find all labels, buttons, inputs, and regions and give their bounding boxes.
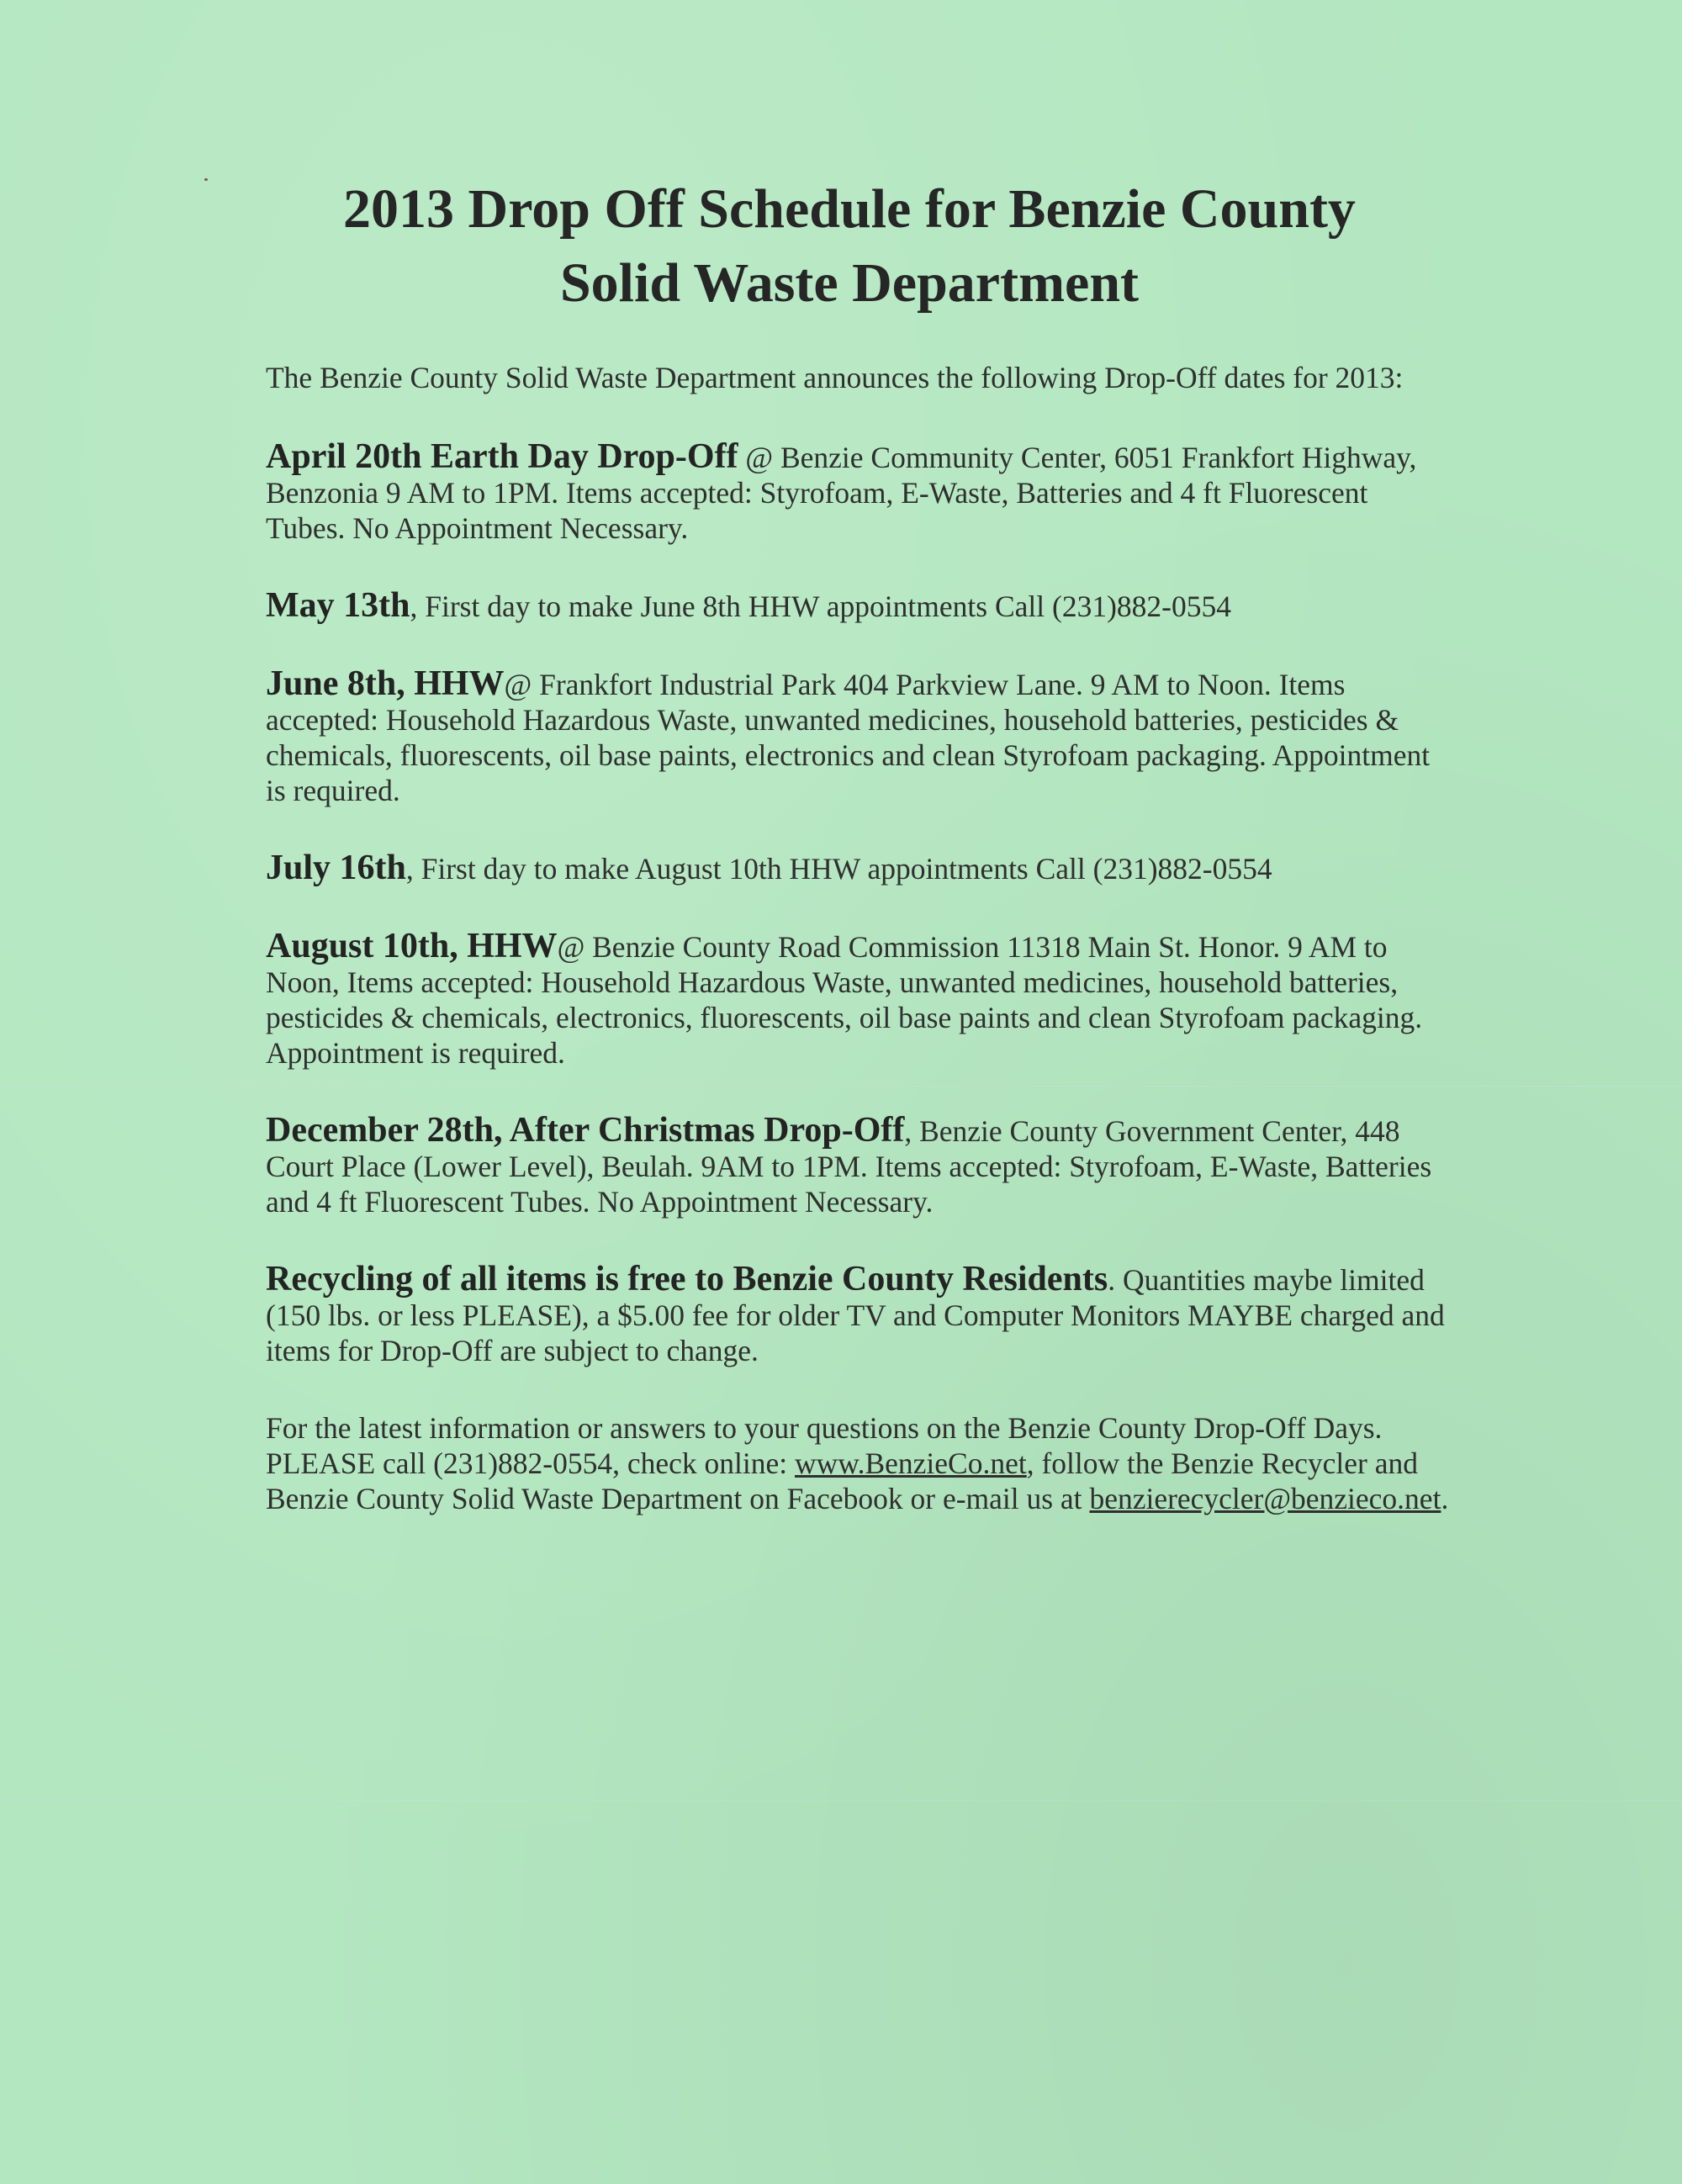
entry-text: , Benzie County Government Center, 448 Court Place (Lower Level), Beulah. 9AM to 1PM. Items accepted: Styrofoam, E-Waste, Batteries and 4 ft Fluorescent Tubes. No Appointment Necessary. [266,1114,1432,1219]
recycling-notice [266,1261,1452,1368]
page-title [168,172,1531,320]
intro-paragraph: The Benzie County Solid Waste Department announces the following Drop-Off dates for 2013: [266,361,1404,394]
entry-heading: July 16th [266,849,406,887]
entry-text: @ Frankfort Industrial Park 404 Parkview Lane. 9 AM to Noon. Items accepted: Household Hazardous Waste, unwanted medicines, household batteries, pesticides & chemicals, fluorescents, oil base paints, electronics and clean Styrofoam packaging. Appointment is required. [266,668,1431,807]
entry-text: @ Benzie County Road Commission 11318 Main St. Honor. 9 AM to Noon, Items accepted: Household Hazardous Waste, unwanted medicines, household batteries, pesticides & chemicals, electronics, fluorescents, oil base paints and clean Styrofoam packaging. Appointment is required. [266,930,1423,1070]
schedule-entry-may [266,588,1452,624]
contact-text: , follow the Benzie Recycler and Benzie County Solid Waste Department on Facebook or e-mail us at [266,1446,1418,1515]
entry-heading: December 28th, After Christmas Drop-Off [266,1111,905,1150]
page-title-line-1: 2013 Drop Off Schedule for Benzie County [343,178,1356,240]
entry-text: @ Benzie Community Center, 6051 Frankfort Highway, Benzonia 9 AM to 1PM. Items accepted: Styrofoam, E-Waste, Batteries and 4 ft Fluorescent Tubes. No Appointment Necessary. [266,441,1417,545]
schedule-entry-december [266,1113,1452,1219]
entry-text: , First day to make August 10th HHW appointments Call (231)882-0554 [405,852,1272,886]
entry-heading: April 20th Earth Day Drop-Off [266,437,738,476]
schedule-entry-june [266,666,1452,808]
contact-paragraph [266,1410,1452,1516]
entry-heading: June 8th, HHW [266,664,505,703]
entry-text: . Quantities maybe limited (150 lbs. or less PLEASE), a $5.00 fee for older TV and Computer Monitors MAYBE charged and items for Drop-Off are subject to change. [266,1263,1445,1367]
entry-heading: May 13th [266,586,410,625]
contact-text: For the latest information or answers to your questions on the Benzie County Drop-Off Days. PLEASE call (231)882-0554, check online: [266,1411,1383,1480]
schedule-entry-july [266,850,1452,886]
entry-text: , First day to make June 8th HHW appointments Call (231)882-0554 [410,590,1231,623]
email-link[interactable]: benzierecycler@benzieco.net [1089,1482,1441,1515]
website-link[interactable]: www.BenzieCo.net [795,1446,1027,1480]
entry-heading: Recycling of all items is free to Benzie County Residents [266,1260,1108,1298]
schedule-entry-august [266,928,1452,1071]
schedule-entry-april [266,439,1452,546]
page-title-line-2: Solid Waste Department [559,252,1140,314]
paper-fold-line [0,1800,1682,1802]
entry-heading: August 10th, HHW [266,927,558,965]
contact-text: . [1441,1482,1449,1515]
document-body [266,360,1452,1516]
